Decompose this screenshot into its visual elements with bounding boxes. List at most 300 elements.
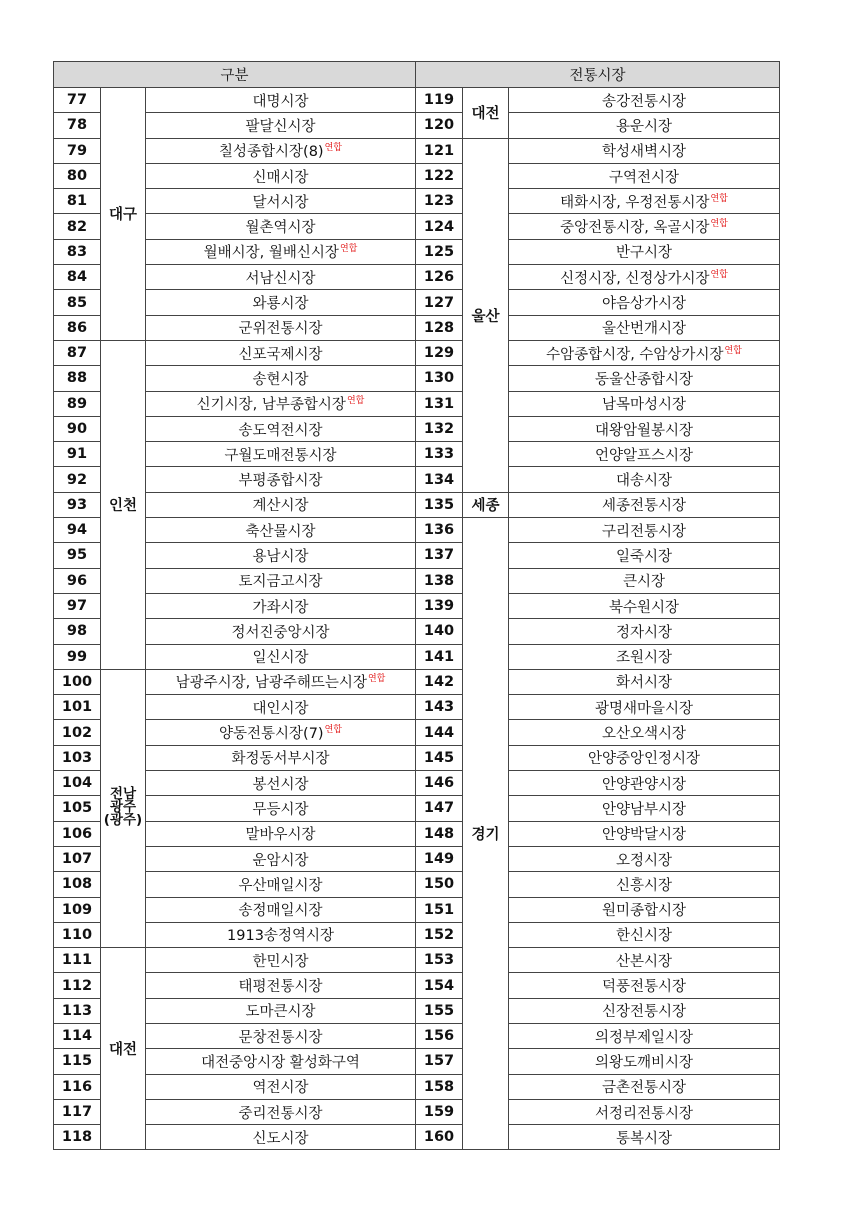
right-market-name: 중앙전통시장, 옥골시장 <box>560 220 710 237</box>
right-market-name-cell <box>509 922 780 947</box>
right-market-name-cell <box>509 543 780 568</box>
right-row-number: 139 <box>416 593 463 618</box>
right-market-name-cell <box>509 846 780 871</box>
left-market-name-cell <box>146 644 416 669</box>
right-market-name: 대왕암월봉시장 <box>594 422 694 439</box>
right-row-number: 133 <box>416 442 463 467</box>
left-region-line: 광주 <box>109 799 137 816</box>
right-row-number: 150 <box>416 872 463 897</box>
right-market-name-cell <box>509 366 780 391</box>
right-market-name: 남목마성시장 <box>601 397 687 414</box>
right-market-name-cell <box>509 1099 780 1124</box>
left-row-number: 84 <box>54 265 101 290</box>
table-row <box>54 796 780 821</box>
right-market-name-cell <box>509 1125 780 1150</box>
left-market-name: 신기시장, 남부종합시장 <box>196 397 346 414</box>
right-market-name-cell <box>509 138 780 163</box>
left-row-number: 102 <box>54 720 101 745</box>
table-row <box>54 745 780 770</box>
table-row <box>54 593 780 618</box>
right-row-number: 140 <box>416 619 463 644</box>
right-market-name-cell <box>509 1023 780 1048</box>
market-table <box>53 61 780 1150</box>
left-row-number: 95 <box>54 543 101 568</box>
right-market-name: 신흥시장 <box>616 877 673 894</box>
right-market-name: 산본시장 <box>616 953 673 970</box>
right-row-number: 126 <box>416 265 463 290</box>
left-row-number: 90 <box>54 416 101 441</box>
right-market-name: 세종전통시장 <box>601 498 687 515</box>
right-row-number: 158 <box>416 1074 463 1099</box>
table-row <box>54 1049 780 1074</box>
table-row <box>54 644 780 669</box>
right-row-number: 145 <box>416 745 463 770</box>
right-market-name-cell <box>509 695 780 720</box>
table-row <box>54 619 780 644</box>
left-market-name-cell <box>146 846 416 871</box>
right-market-name-cell <box>509 1074 780 1099</box>
left-market-name: 우산매일시장 <box>238 877 323 894</box>
right-market-name: 원미종합시장 <box>601 903 687 920</box>
left-region-label: 대전 <box>101 948 146 1150</box>
left-market-name: 칠성종합시장(8) <box>219 144 324 161</box>
right-row-number: 159 <box>416 1099 463 1124</box>
right-market-name: 안양중앙인정시장 <box>587 751 701 768</box>
left-market-name-cell <box>146 1049 416 1074</box>
left-row-number: 108 <box>54 872 101 897</box>
left-market-name: 문창전통시장 <box>238 1029 323 1046</box>
right-market-name-cell <box>509 88 780 113</box>
right-region-label: 대전 <box>463 88 509 139</box>
right-market-name: 송강전통시장 <box>601 93 687 110</box>
left-market-name-cell <box>146 948 416 973</box>
right-row-number: 120 <box>416 113 463 138</box>
right-market-name-cell <box>509 745 780 770</box>
table-row <box>54 163 780 188</box>
right-region-label: 경기 <box>463 518 509 1150</box>
right-market-name: 수암종합시장, 수암상가시장 <box>546 346 724 363</box>
left-market-name-cell <box>146 189 416 214</box>
left-row-number: 79 <box>54 138 101 163</box>
right-market-name: 오산오색시장 <box>601 726 687 743</box>
left-row-number: 97 <box>54 593 101 618</box>
right-market-name: 안양남부시장 <box>601 801 687 818</box>
left-market-name-cell <box>146 113 416 138</box>
right-row-number: 138 <box>416 568 463 593</box>
right-region-label: 울산 <box>463 138 509 492</box>
left-market-name-cell <box>146 619 416 644</box>
left-market-name-cell <box>146 1125 416 1150</box>
left-market-name-cell <box>146 214 416 239</box>
union-badge: 연합 <box>339 244 358 255</box>
left-market-name-cell <box>146 593 416 618</box>
left-region-label: 인천 <box>101 340 146 669</box>
right-market-name: 통복시장 <box>616 1130 673 1147</box>
right-market-name-cell <box>509 897 780 922</box>
table-row <box>54 492 780 517</box>
right-market-name: 학성새벽시장 <box>601 144 687 161</box>
right-market-name-cell <box>509 518 780 543</box>
left-market-name: 화정동서부시장 <box>231 751 330 768</box>
right-market-name-cell <box>509 771 780 796</box>
left-row-number: 111 <box>54 948 101 973</box>
right-market-name-cell <box>509 113 780 138</box>
table-row <box>54 265 780 290</box>
left-market-name-cell <box>146 720 416 745</box>
right-market-name: 오정시장 <box>616 852 673 869</box>
left-row-number: 103 <box>54 745 101 770</box>
right-row-number: 146 <box>416 771 463 796</box>
right-row-number: 124 <box>416 214 463 239</box>
union-badge: 연합 <box>324 725 342 736</box>
right-row-number: 128 <box>416 315 463 340</box>
left-row-number: 110 <box>54 922 101 947</box>
left-market-name-cell <box>146 771 416 796</box>
left-row-number: 78 <box>54 113 101 138</box>
left-row-number: 87 <box>54 340 101 365</box>
left-market-name-cell <box>146 897 416 922</box>
right-market-name-cell <box>509 821 780 846</box>
left-market-name: 도마큰시장 <box>245 1004 316 1021</box>
table-row <box>54 290 780 315</box>
right-row-number: 155 <box>416 998 463 1023</box>
left-row-number: 96 <box>54 568 101 593</box>
left-row-number: 114 <box>54 1023 101 1048</box>
right-row-number: 137 <box>416 543 463 568</box>
right-row-number: 121 <box>416 138 463 163</box>
left-region-label: 대구 <box>101 88 146 341</box>
right-market-name: 동울산종합시장 <box>594 371 694 388</box>
left-market-name: 달서시장 <box>252 194 309 211</box>
union-badge: 연합 <box>710 193 728 204</box>
right-market-name-cell <box>509 442 780 467</box>
left-market-name: 팔달신시장 <box>245 118 316 135</box>
left-row-number: 118 <box>54 1125 101 1150</box>
right-market-name-cell <box>509 416 780 441</box>
right-row-number: 151 <box>416 897 463 922</box>
left-market-name: 송정매일시장 <box>238 903 323 920</box>
left-market-name-cell <box>146 998 416 1023</box>
left-market-name: 용남시장 <box>252 548 309 565</box>
right-market-name: 의정부제일시장 <box>594 1029 694 1046</box>
right-market-name: 북수원시장 <box>608 599 680 616</box>
left-row-number: 82 <box>54 214 101 239</box>
right-row-number: 125 <box>416 239 463 264</box>
left-row-number: 93 <box>54 492 101 517</box>
left-market-name-cell <box>146 442 416 467</box>
union-badge: 연합 <box>710 219 728 230</box>
table-row <box>54 771 780 796</box>
left-row-number: 116 <box>54 1074 101 1099</box>
left-market-name-cell <box>146 163 416 188</box>
union-badge: 연합 <box>324 143 342 154</box>
right-row-number: 143 <box>416 695 463 720</box>
left-market-name-cell <box>146 872 416 897</box>
right-row-number: 154 <box>416 973 463 998</box>
table-row <box>54 315 780 340</box>
left-market-name-cell <box>146 265 416 290</box>
right-market-name-cell <box>509 340 780 365</box>
left-market-name: 송도역전시장 <box>238 422 323 439</box>
right-market-name: 일죽시장 <box>616 548 673 565</box>
left-row-number: 94 <box>54 518 101 543</box>
left-market-name-cell <box>146 391 416 416</box>
left-market-name: 구월도매전통시장 <box>224 447 337 464</box>
table-row <box>54 113 780 138</box>
left-row-number: 81 <box>54 189 101 214</box>
left-market-name-cell <box>146 1074 416 1099</box>
left-row-number: 117 <box>54 1099 101 1124</box>
left-market-name: 말바우시장 <box>245 827 316 844</box>
union-badge: 연합 <box>346 396 365 407</box>
left-market-name-cell <box>146 973 416 998</box>
right-market-name-cell <box>509 593 780 618</box>
right-market-name-cell <box>509 619 780 644</box>
right-row-number: 148 <box>416 821 463 846</box>
left-row-number: 91 <box>54 442 101 467</box>
left-row-number: 99 <box>54 644 101 669</box>
left-region-line: (광주) <box>103 812 143 829</box>
right-row-number: 144 <box>416 720 463 745</box>
left-market-name: 남광주시장, 남광주해뜨는시장 <box>175 675 367 692</box>
union-badge: 연합 <box>367 674 386 685</box>
header-category: 구분 <box>54 62 416 88</box>
table-row <box>54 1099 780 1124</box>
left-row-number: 112 <box>54 973 101 998</box>
table-row <box>54 88 780 113</box>
left-market-name-cell <box>146 922 416 947</box>
table-row <box>54 973 780 998</box>
left-market-name: 토지금고시장 <box>238 574 323 591</box>
table-row <box>54 897 780 922</box>
right-market-name-cell <box>509 214 780 239</box>
right-market-name-cell <box>509 315 780 340</box>
right-market-name: 태화시장, 우정전통시장 <box>560 194 710 211</box>
table-row <box>54 1074 780 1099</box>
left-row-number: 115 <box>54 1049 101 1074</box>
right-row-number: 134 <box>416 467 463 492</box>
right-market-name-cell <box>509 872 780 897</box>
right-row-number: 119 <box>416 88 463 113</box>
left-region-label <box>101 669 146 947</box>
right-row-number: 135 <box>416 492 463 517</box>
left-row-number: 86 <box>54 315 101 340</box>
right-market-name: 서정리전통시장 <box>594 1105 694 1122</box>
left-row-number: 83 <box>54 239 101 264</box>
right-market-name-cell <box>509 973 780 998</box>
left-market-name: 한민시장 <box>252 953 309 970</box>
left-row-number: 85 <box>54 290 101 315</box>
right-market-name-cell <box>509 720 780 745</box>
right-market-name: 신정시장, 신정상가시장 <box>560 270 710 287</box>
left-market-name: 1913송정역시장 <box>227 928 334 945</box>
left-row-number: 100 <box>54 669 101 694</box>
right-row-number: 152 <box>416 922 463 947</box>
union-badge: 연합 <box>724 345 742 356</box>
left-market-name-cell <box>146 745 416 770</box>
left-market-name: 와룡시장 <box>252 296 309 313</box>
table-row <box>54 340 780 365</box>
right-market-name: 정자시장 <box>616 624 673 641</box>
left-row-number: 105 <box>54 796 101 821</box>
left-row-number: 101 <box>54 695 101 720</box>
right-market-name: 덕풍전통시장 <box>601 979 687 996</box>
left-market-name: 대전중앙시장 활성화구역 <box>201 1054 360 1071</box>
right-market-name: 광명새마을시장 <box>594 700 694 717</box>
right-market-name: 용운시장 <box>616 118 673 135</box>
right-market-name: 안양관양시장 <box>601 776 687 793</box>
right-market-name: 야음상가시장 <box>601 296 687 313</box>
right-row-number: 132 <box>416 416 463 441</box>
right-market-name: 신장전통시장 <box>601 1004 687 1021</box>
right-row-number: 123 <box>416 189 463 214</box>
left-row-number: 98 <box>54 619 101 644</box>
left-market-name: 부평종합시장 <box>238 473 323 490</box>
table-row <box>54 543 780 568</box>
left-market-name-cell <box>146 1099 416 1124</box>
left-market-name: 계산시장 <box>252 498 309 515</box>
table-row <box>54 138 780 163</box>
table-row <box>54 872 780 897</box>
table-row <box>54 1023 780 1048</box>
right-market-name-cell <box>509 492 780 517</box>
table-row <box>54 695 780 720</box>
left-market-name: 대명시장 <box>252 93 309 110</box>
right-market-name: 큰시장 <box>623 574 666 591</box>
table-row <box>54 720 780 745</box>
table-row <box>54 442 780 467</box>
right-market-name: 울산번개시장 <box>601 321 687 338</box>
right-market-name: 구리전통시장 <box>601 523 687 540</box>
left-market-name-cell <box>146 1023 416 1048</box>
table-row <box>54 189 780 214</box>
right-market-name-cell <box>509 290 780 315</box>
left-region-line: 전남 <box>109 786 137 803</box>
left-row-number: 113 <box>54 998 101 1023</box>
left-market-name: 역전시장 <box>252 1080 309 1097</box>
left-market-name: 서남신시장 <box>245 270 316 287</box>
right-market-name-cell <box>509 467 780 492</box>
left-market-name: 신도시장 <box>252 1130 309 1147</box>
left-market-name: 무등시장 <box>252 801 309 818</box>
right-market-name: 조원시장 <box>616 650 673 667</box>
left-row-number: 109 <box>54 897 101 922</box>
right-row-number: 157 <box>416 1049 463 1074</box>
right-row-number: 131 <box>416 391 463 416</box>
left-row-number: 80 <box>54 163 101 188</box>
table-row <box>54 391 780 416</box>
right-market-name-cell <box>509 669 780 694</box>
left-market-name: 송현시장 <box>252 371 309 388</box>
right-market-name-cell <box>509 568 780 593</box>
right-market-name: 대송시장 <box>616 473 673 490</box>
table-row <box>54 821 780 846</box>
right-market-name: 한신시장 <box>616 928 673 945</box>
left-market-name-cell <box>146 518 416 543</box>
left-market-name: 가좌시장 <box>252 599 309 616</box>
right-row-number: 149 <box>416 846 463 871</box>
left-market-name-cell <box>146 315 416 340</box>
left-market-name-cell <box>146 821 416 846</box>
union-badge: 연합 <box>710 269 728 280</box>
left-market-name: 정서진중앙시장 <box>231 624 330 641</box>
left-row-number: 77 <box>54 88 101 113</box>
right-market-name-cell <box>509 998 780 1023</box>
right-market-name-cell <box>509 189 780 214</box>
table-row <box>54 239 780 264</box>
right-row-number: 147 <box>416 796 463 821</box>
table-row <box>54 366 780 391</box>
left-market-name: 신매시장 <box>252 169 309 186</box>
left-market-name: 대인시장 <box>252 700 309 717</box>
right-market-name-cell <box>509 163 780 188</box>
left-market-name-cell <box>146 568 416 593</box>
left-market-name-cell <box>146 669 416 694</box>
right-market-name-cell <box>509 948 780 973</box>
left-market-name-cell <box>146 88 416 113</box>
left-market-name: 봉선시장 <box>252 776 309 793</box>
table-row <box>54 948 780 973</box>
left-market-name-cell <box>146 138 416 163</box>
right-row-number: 156 <box>416 1023 463 1048</box>
left-market-name: 월촌역시장 <box>245 220 316 237</box>
right-market-name: 안양박달시장 <box>601 827 687 844</box>
left-row-number: 107 <box>54 846 101 871</box>
right-market-name: 화서시장 <box>616 675 673 692</box>
left-market-name: 축산물시장 <box>245 523 316 540</box>
table-row <box>54 1125 780 1150</box>
right-row-number: 153 <box>416 948 463 973</box>
left-market-name: 일신시장 <box>252 650 309 667</box>
left-market-name: 운암시장 <box>252 852 309 869</box>
left-market-name: 신포국제시장 <box>238 346 323 363</box>
left-market-name-cell <box>146 366 416 391</box>
left-market-name-cell <box>146 290 416 315</box>
right-row-number: 122 <box>416 163 463 188</box>
left-row-number: 106 <box>54 821 101 846</box>
left-row-number: 92 <box>54 467 101 492</box>
left-market-name: 군위전통시장 <box>238 321 323 338</box>
left-market-name: 태평전통시장 <box>238 979 323 996</box>
left-market-name-cell <box>146 340 416 365</box>
left-market-name-cell <box>146 695 416 720</box>
right-row-number: 136 <box>416 518 463 543</box>
right-row-number: 129 <box>416 340 463 365</box>
right-region-label: 세종 <box>463 492 509 517</box>
right-market-name-cell <box>509 1049 780 1074</box>
table-row <box>54 998 780 1023</box>
left-market-name-cell <box>146 416 416 441</box>
table-row <box>54 846 780 871</box>
header-row <box>54 62 780 88</box>
table-row <box>54 922 780 947</box>
left-market-name-cell <box>146 467 416 492</box>
right-row-number: 142 <box>416 669 463 694</box>
right-market-name-cell <box>509 391 780 416</box>
left-market-name-cell <box>146 543 416 568</box>
right-market-name-cell <box>509 644 780 669</box>
left-market-name: 중리전통시장 <box>238 1105 323 1122</box>
left-market-name-cell <box>146 492 416 517</box>
table-row <box>54 518 780 543</box>
right-row-number: 160 <box>416 1125 463 1150</box>
left-row-number: 104 <box>54 771 101 796</box>
right-market-name: 언양알프스시장 <box>594 447 694 464</box>
right-market-name: 구역전시장 <box>608 169 680 186</box>
right-market-name: 의왕도깨비시장 <box>594 1054 694 1071</box>
left-row-number: 89 <box>54 391 101 416</box>
left-market-name: 양동전통시장(7) <box>219 726 324 743</box>
